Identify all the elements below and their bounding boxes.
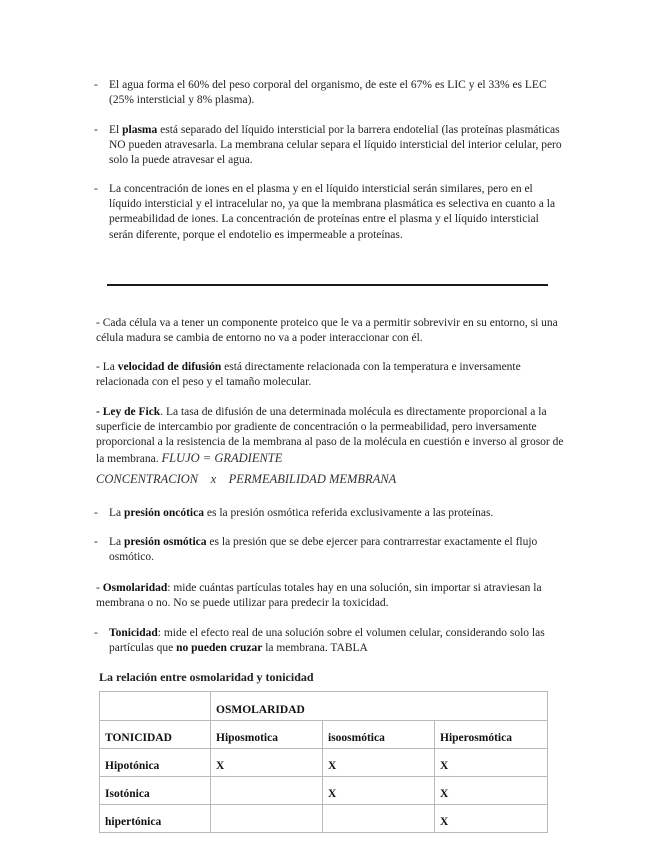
term-tonicidad: Tonicidad bbox=[109, 627, 158, 639]
term-ley-fick: - Ley de Fick bbox=[96, 406, 161, 418]
formula-flujo-continued: CONCENTRACION x PERMEABILIDAD MEMBRANA bbox=[96, 472, 397, 486]
table-col-header: isoosmótica bbox=[323, 721, 435, 749]
table-cell: X bbox=[323, 777, 435, 805]
term-no-pueden-cruzar: no pueden cruzar bbox=[176, 642, 263, 655]
text-run: está separado del líquido intersticial por la barrera endotelial (las proteínas plasmáticas NO pueden atravesarla. La membrana celular separa el líquido intersticial del interior celular, pero solo la puede atravesar el agua. bbox=[109, 124, 562, 167]
bullet-tonicidad-text bbox=[109, 626, 564, 656]
text-run: : mide el efecto real de una solución sobre el volumen celular, considerando solo las partículas que bbox=[109, 627, 545, 655]
table-cell bbox=[211, 805, 323, 833]
osmolarity-tonicity-table bbox=[99, 691, 548, 833]
table-row bbox=[100, 805, 548, 833]
term-osmolaridad: Osmolaridad bbox=[102, 582, 168, 594]
table-group-header-row bbox=[100, 692, 548, 721]
bullet-presion-osmotica bbox=[94, 535, 564, 565]
table-cell: X bbox=[323, 749, 435, 777]
text-run: El bbox=[109, 124, 123, 136]
table-header-row bbox=[100, 721, 548, 749]
text-run: es la presión osmótica referida exclusivamente a las proteínas. bbox=[203, 507, 494, 519]
text-run: está directamente relacionada con la temperatura e inversamente relacionada con el peso y el tamaño molecular. bbox=[96, 361, 521, 389]
table-row-label: hipertónica bbox=[100, 805, 211, 833]
table-cell: X bbox=[435, 805, 548, 833]
bullet-presion-oncotica-text bbox=[109, 506, 564, 521]
table-row bbox=[100, 749, 548, 777]
text-run: : mide cuántas partículas totales hay en una solución, sin importar si atraviesan la membrana o no. No se puede utilizar para predecir la toxicidad. bbox=[96, 582, 542, 610]
table-row bbox=[100, 777, 548, 805]
table-row-label: Hipotónica bbox=[100, 749, 211, 777]
horizontal-divider bbox=[107, 284, 548, 286]
term-velocidad-difusion: velocidad de difusión bbox=[117, 361, 222, 373]
para-osmolaridad bbox=[96, 581, 566, 611]
para-velocidad bbox=[96, 360, 566, 390]
bullet-dash: - bbox=[94, 124, 98, 136]
text-run: . La tasa de difusión de una determinada molécula es directamente proporcional a la superficie de intercambio por gradiente de concentración o la permeabilidad, pero inversamente proporcional a la resistencia de la membrana al paso de la molécula en cuestión e inverso al grosor de la membrana. bbox=[96, 406, 564, 465]
bullet-agua-text: El agua forma el 60% del peso corporal del organismo, de este el 67% es LIC y el 33% es LEC (25% intersticial y 8% plasma). bbox=[109, 79, 547, 107]
bullet-iones bbox=[94, 182, 564, 243]
formula-flujo: FLUJO = GRADIENTE bbox=[161, 450, 283, 465]
table-cell bbox=[211, 777, 323, 805]
table-group-header-osmolaridad: OSMOLARIDAD bbox=[211, 692, 548, 721]
text-run: - La bbox=[96, 361, 118, 373]
table-col-header: Hiposmotica bbox=[211, 721, 323, 749]
bullet-dash: - bbox=[94, 536, 98, 548]
table-cell-empty bbox=[100, 692, 211, 721]
bullet-dash: - bbox=[94, 183, 98, 195]
bullet-plasma-text bbox=[109, 123, 564, 169]
bullet-dash: - bbox=[94, 507, 98, 519]
table-row-label: Isotónica bbox=[100, 777, 211, 805]
table-title: La relación entre osmolaridad y tonicidad bbox=[99, 670, 314, 684]
bullet-presion-osmotica-text bbox=[109, 535, 564, 565]
term-presion-osmotica: presión osmótica bbox=[124, 536, 207, 548]
table-col-header: Hiperosmótica bbox=[435, 721, 548, 749]
text-run: La bbox=[109, 536, 125, 548]
text-run: La bbox=[109, 507, 125, 519]
text-run: - bbox=[96, 582, 103, 594]
bullet-dash: - bbox=[94, 627, 98, 639]
text-run: la membrana. TABLA bbox=[262, 642, 368, 655]
para-ley-fick bbox=[96, 405, 564, 467]
term-plasma: plasma bbox=[122, 124, 158, 136]
text-run: es la presión que se debe ejercer para contrarrestar exactamente el flujo osmótico. bbox=[109, 536, 538, 564]
table-cell bbox=[323, 805, 435, 833]
table-cell: X bbox=[211, 749, 323, 777]
table-cell: X bbox=[435, 749, 548, 777]
term-presion-oncotica: presión oncótica bbox=[124, 507, 204, 519]
bullet-agua bbox=[94, 78, 564, 108]
bullet-plasma bbox=[94, 123, 564, 169]
table-cell: X bbox=[435, 777, 548, 805]
para-celula: - Cada célula va a tener un componente proteico que le va a permitir sobrevivir en su entorno, si una célula madura se cambia de entorno no va a poder interaccionar con él. bbox=[96, 317, 558, 345]
bullet-tonicidad bbox=[94, 626, 564, 656]
bullet-iones-text: La concentración de iones en el plasma y en el líquido intersticial serán similares, pero en el líquido intersticial y el intracelular no, ya que la membrana plasmática es selectiva en cuanto a la permeabilidad de iones. La concentración de proteínas entre el plasma y el líquido intersticial serán diferente, porque el endotelio es impermeable a proteínas. bbox=[109, 183, 556, 241]
table-row-header-tonicidad: TONICIDAD bbox=[100, 721, 211, 749]
bullet-dash: - bbox=[94, 79, 98, 91]
bullet-presion-oncotica bbox=[94, 506, 564, 521]
